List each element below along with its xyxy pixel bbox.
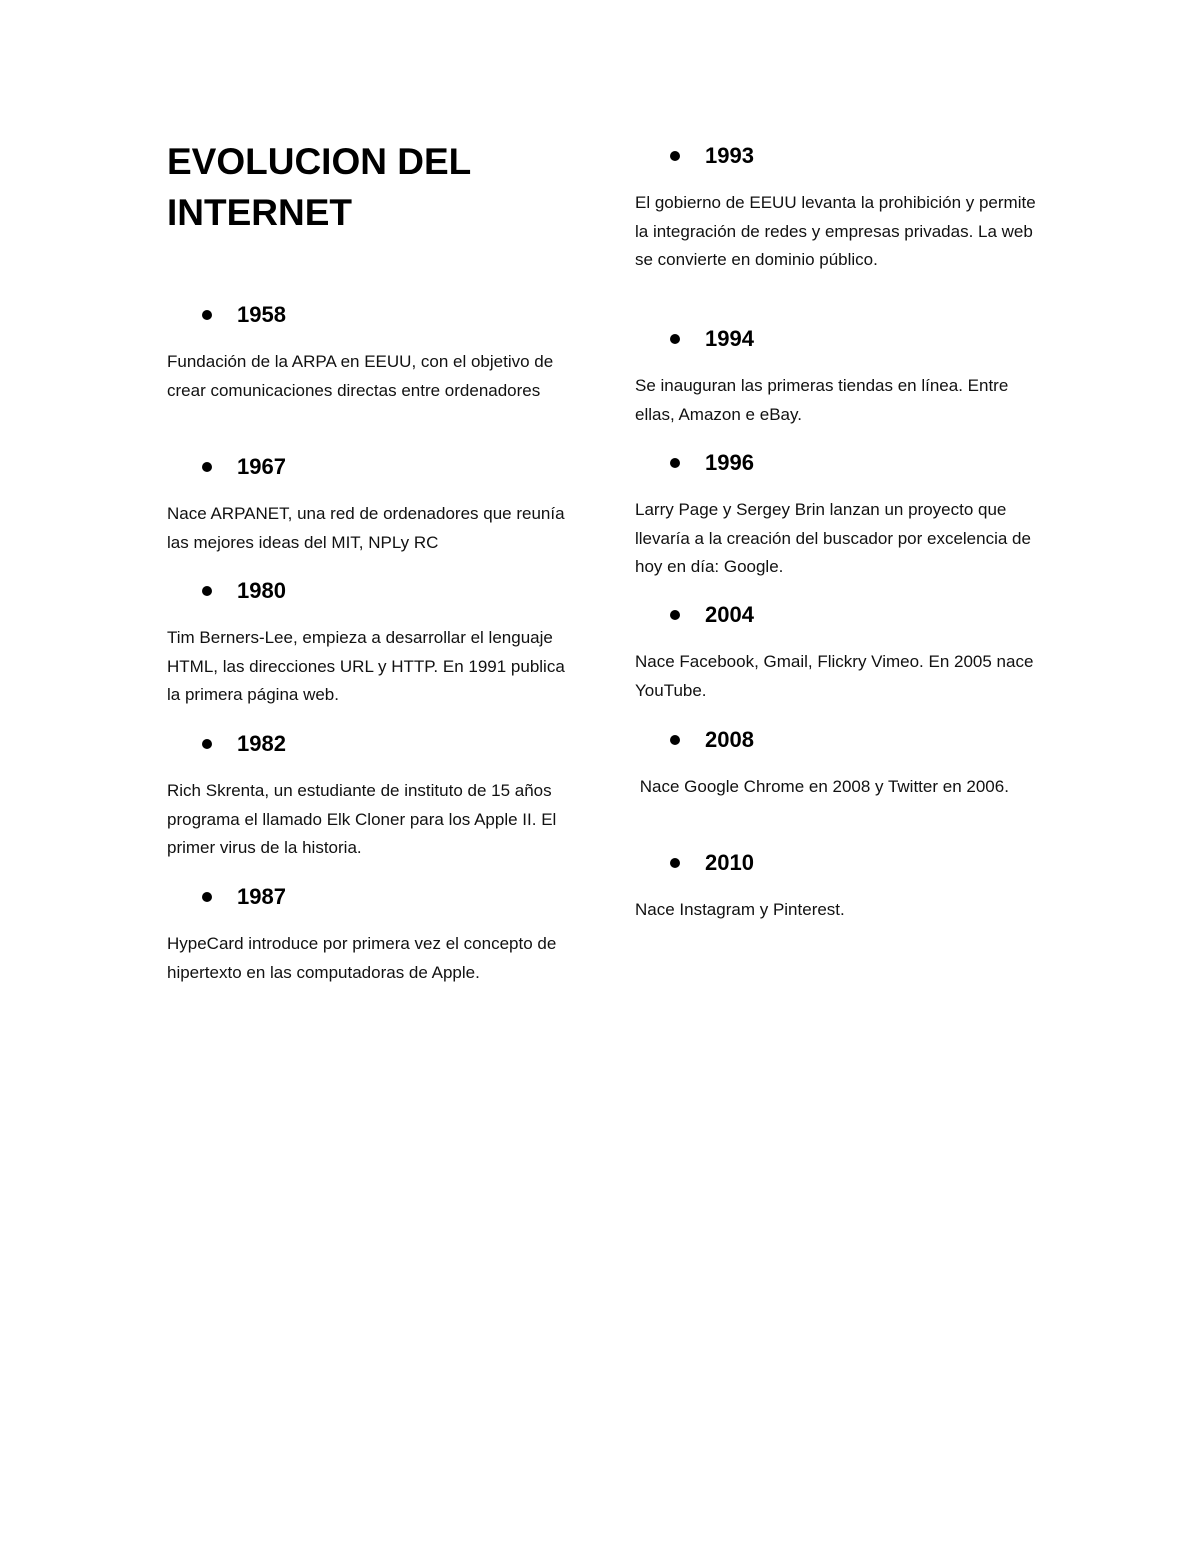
year-label: 1967	[237, 454, 286, 479]
entry-text: Nace Instagram y Pinterest.	[635, 900, 845, 919]
entry-year	[635, 325, 1045, 353]
year-label: 1996	[705, 450, 754, 475]
year-label: 1982	[237, 731, 286, 756]
entry-year	[167, 883, 577, 911]
year-label: 1958	[237, 302, 286, 327]
timeline-entry	[635, 601, 1045, 705]
bullet-icon	[670, 458, 680, 468]
bullet-icon	[670, 858, 680, 868]
entry-text: Nace Google Chrome en 2008 y Twitter en 2006.	[635, 777, 1009, 796]
entry-text: Se inauguran las primeras tiendas en línea. Entre ellas, Amazon e eBay.	[635, 376, 1009, 424]
bullet-icon	[202, 310, 212, 320]
year-label: 1993	[705, 143, 754, 168]
timeline-entry	[635, 449, 1045, 582]
title-line: EVOLUCION DEL	[167, 141, 472, 182]
entry-year	[167, 453, 577, 481]
bullet-icon	[202, 462, 212, 472]
bullet-icon	[202, 586, 212, 596]
entry-text: HypeCard introduce por primera vez el concepto de hipertexto en las computadoras de Apple.	[167, 934, 557, 982]
document-title	[167, 136, 471, 238]
timeline-entry	[635, 142, 1045, 275]
year-label: 1980	[237, 578, 286, 603]
entry-year	[635, 142, 1045, 170]
bullet-icon	[670, 735, 680, 745]
bullet-icon	[670, 610, 680, 620]
timeline-entry	[167, 883, 577, 987]
entry-text: Nace ARPANET, una red de ordenadores que reunía las mejores ideas del MIT, NPLy RC	[167, 504, 565, 552]
entry-year	[635, 601, 1045, 629]
entry-text: Tim Berners-Lee, empieza a desarrollar el lenguaje HTML, las direcciones URL y HTTP. En 1991 publica la primera página web.	[167, 628, 565, 704]
timeline-entry	[167, 453, 577, 557]
entry-text: Larry Page y Sergey Brin lanzan un proyecto que llevaría a la creación del buscador por excelencia de hoy en día: Google.	[635, 500, 1031, 576]
year-label: 1987	[237, 884, 286, 909]
timeline-entry	[167, 730, 577, 863]
entry-year	[635, 726, 1045, 754]
year-label: 2004	[705, 602, 754, 627]
entry-text: Nace Facebook, Gmail, Flickry Vimeo. En 2005 nace YouTube.	[635, 652, 1034, 700]
timeline-entry	[167, 577, 577, 710]
year-label: 2008	[705, 727, 754, 752]
title-line: INTERNET	[167, 192, 352, 233]
timeline-entry	[635, 325, 1045, 429]
entry-year	[635, 849, 1045, 877]
bullet-icon	[202, 739, 212, 749]
bullet-icon	[670, 151, 680, 161]
entry-year	[635, 449, 1045, 477]
timeline-entry	[167, 301, 577, 405]
entry-year	[167, 730, 577, 758]
year-label: 1994	[705, 326, 754, 351]
entry-year	[167, 577, 577, 605]
entry-text: Fundación de la ARPA en EEUU, con el objetivo de crear comunicaciones directas entre ordenadores	[167, 352, 554, 400]
timeline-entry	[635, 726, 1045, 802]
bullet-icon	[202, 892, 212, 902]
year-label: 2010	[705, 850, 754, 875]
bullet-icon	[670, 334, 680, 344]
entry-text: Rich Skrenta, un estudiante de instituto de 15 años programa el llamado Elk Cloner para los Apple II. El primer virus de la historia.	[167, 781, 557, 857]
timeline-entry	[635, 849, 1045, 925]
entry-year	[167, 301, 577, 329]
entry-text: El gobierno de EEUU levanta la prohibición y permite la integración de redes y empresas privadas. La web se convierte en dominio público.	[635, 193, 1036, 269]
